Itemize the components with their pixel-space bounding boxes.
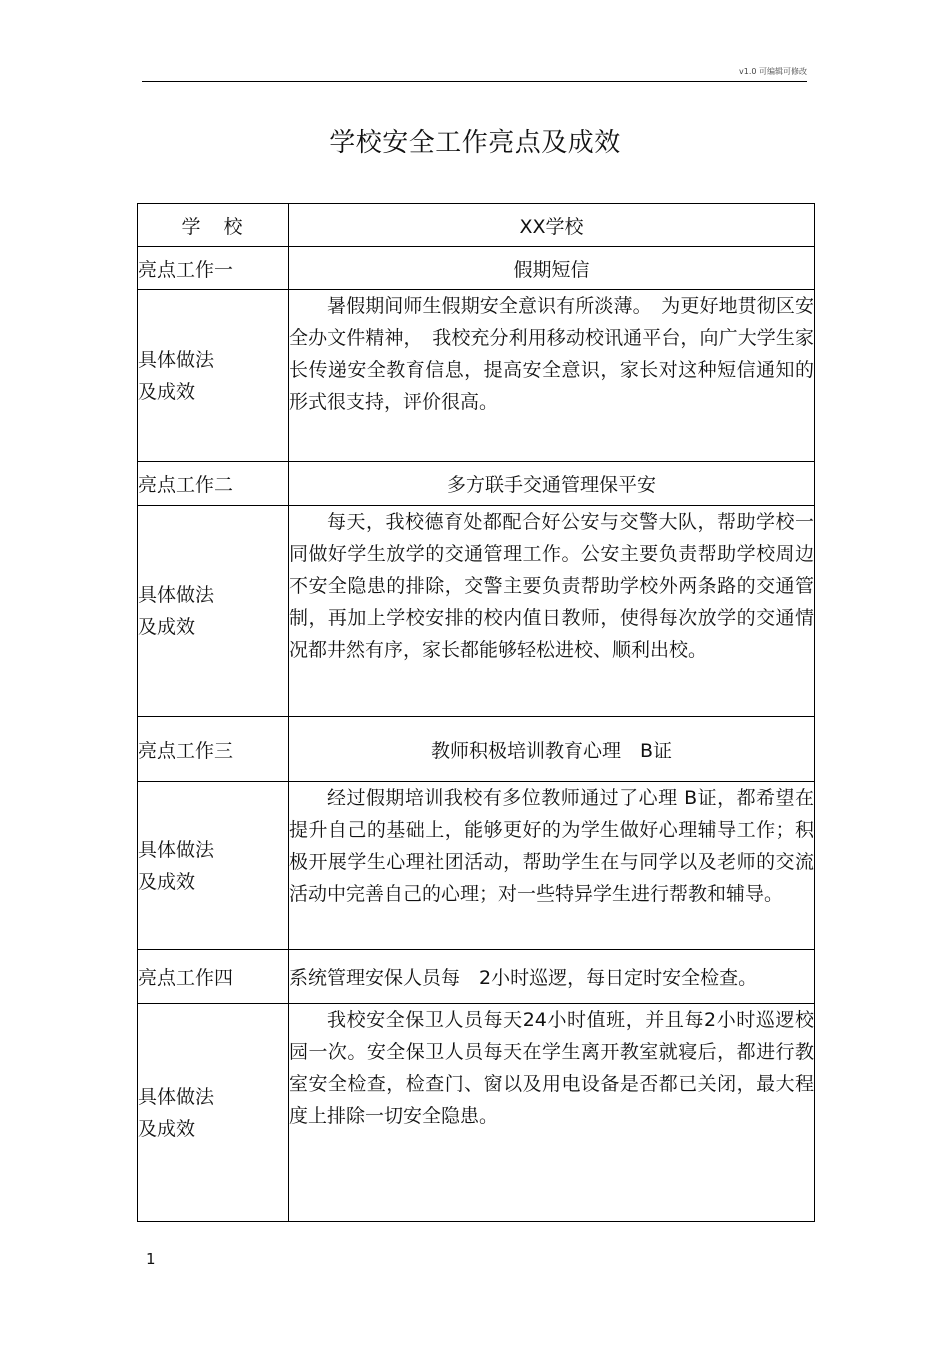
highlight-3-row <box>138 717 815 782</box>
highlights-table <box>137 203 815 1222</box>
highlight-2-title: 多方联手交通管理保平安 <box>289 462 815 506</box>
highlight-1-label: 亮点工作一 <box>138 247 289 290</box>
highlight-2-row <box>138 462 815 506</box>
highlight-1-row <box>138 247 815 290</box>
highlight-3-detail-label: 具体做法 及成效 <box>138 782 289 950</box>
highlight-3-detail: 经过假期培训我校有多位教师通过了心理 B证，都希望在提升自己的基础上，能够更好的为学生做好心理辅导工作；积极开展学生心理社团活动，帮助学生在与同学以及老师的交流活动中完善自己的心理；对一些特异学生进行帮教和辅导。 <box>289 782 815 950</box>
document-title: 学校安全工作亮点及成效 <box>329 128 621 158</box>
highlight-3-title: 教师积极培训教育心理 B证 <box>289 717 815 782</box>
highlight-2-detail-label: 具体做法 及成效 <box>138 506 289 717</box>
highlight-1-detail: 暑假期间师生假期安全意识有所淡薄。 为更好地贯彻区安全办文件精神， 我校充分利用移动校讯通平台，向广大学生家长传递安全教育信息，提高安全意识，家长对这种短信通知的形式很支持，评价很高。 <box>289 290 815 462</box>
highlight-3-detail-row <box>138 782 815 950</box>
highlight-1-detail-label: 具体做法 及成效 <box>138 290 289 462</box>
highlight-4-detail: 我校安全保卫人员每天24小时值班，并且每2小时巡逻校园一次。安全保卫人员每天在学生离开教室就寝后，都进行教室安全检查，检查门、窗以及用电设备是否都已关闭，最大程度上排除一切安全隐患。 <box>289 1004 815 1222</box>
school-row <box>138 204 815 247</box>
highlight-2-label: 亮点工作二 <box>138 462 289 506</box>
highlight-4-row <box>138 950 815 1004</box>
school-label: 学 校 <box>138 204 289 247</box>
highlight-3-label: 亮点工作三 <box>138 717 289 782</box>
highlight-4-label: 亮点工作四 <box>138 950 289 1004</box>
highlight-1-title: 假期短信 <box>289 247 815 290</box>
header-rule <box>142 81 807 82</box>
highlight-4-detail-label: 具体做法 及成效 <box>138 1004 289 1222</box>
highlight-4-title: 系统管理安保人员每 2小时巡逻，每日定时安全检查。 <box>289 950 815 1004</box>
page-number: 1 <box>146 1250 156 1268</box>
highlight-1-detail-row <box>138 290 815 462</box>
highlight-2-detail-row <box>138 506 815 717</box>
highlight-2-detail: 每天，我校德育处都配合好公安与交警大队，帮助学校一同做好学生放学的交通管理工作。公安主要负责帮助学校周边不安全隐患的排除，交警主要负责帮助学校外两条路的交通管制，再加上学校安排的校内值日教师，使得每次放学的交通情况都井然有序，家长都能够轻松进校、顺利出校。 <box>289 506 815 717</box>
header-version-note: v1.0 可编辑可修改 <box>739 67 807 76</box>
highlight-4-detail-row <box>138 1004 815 1222</box>
school-name: XX学校 <box>289 204 815 247</box>
